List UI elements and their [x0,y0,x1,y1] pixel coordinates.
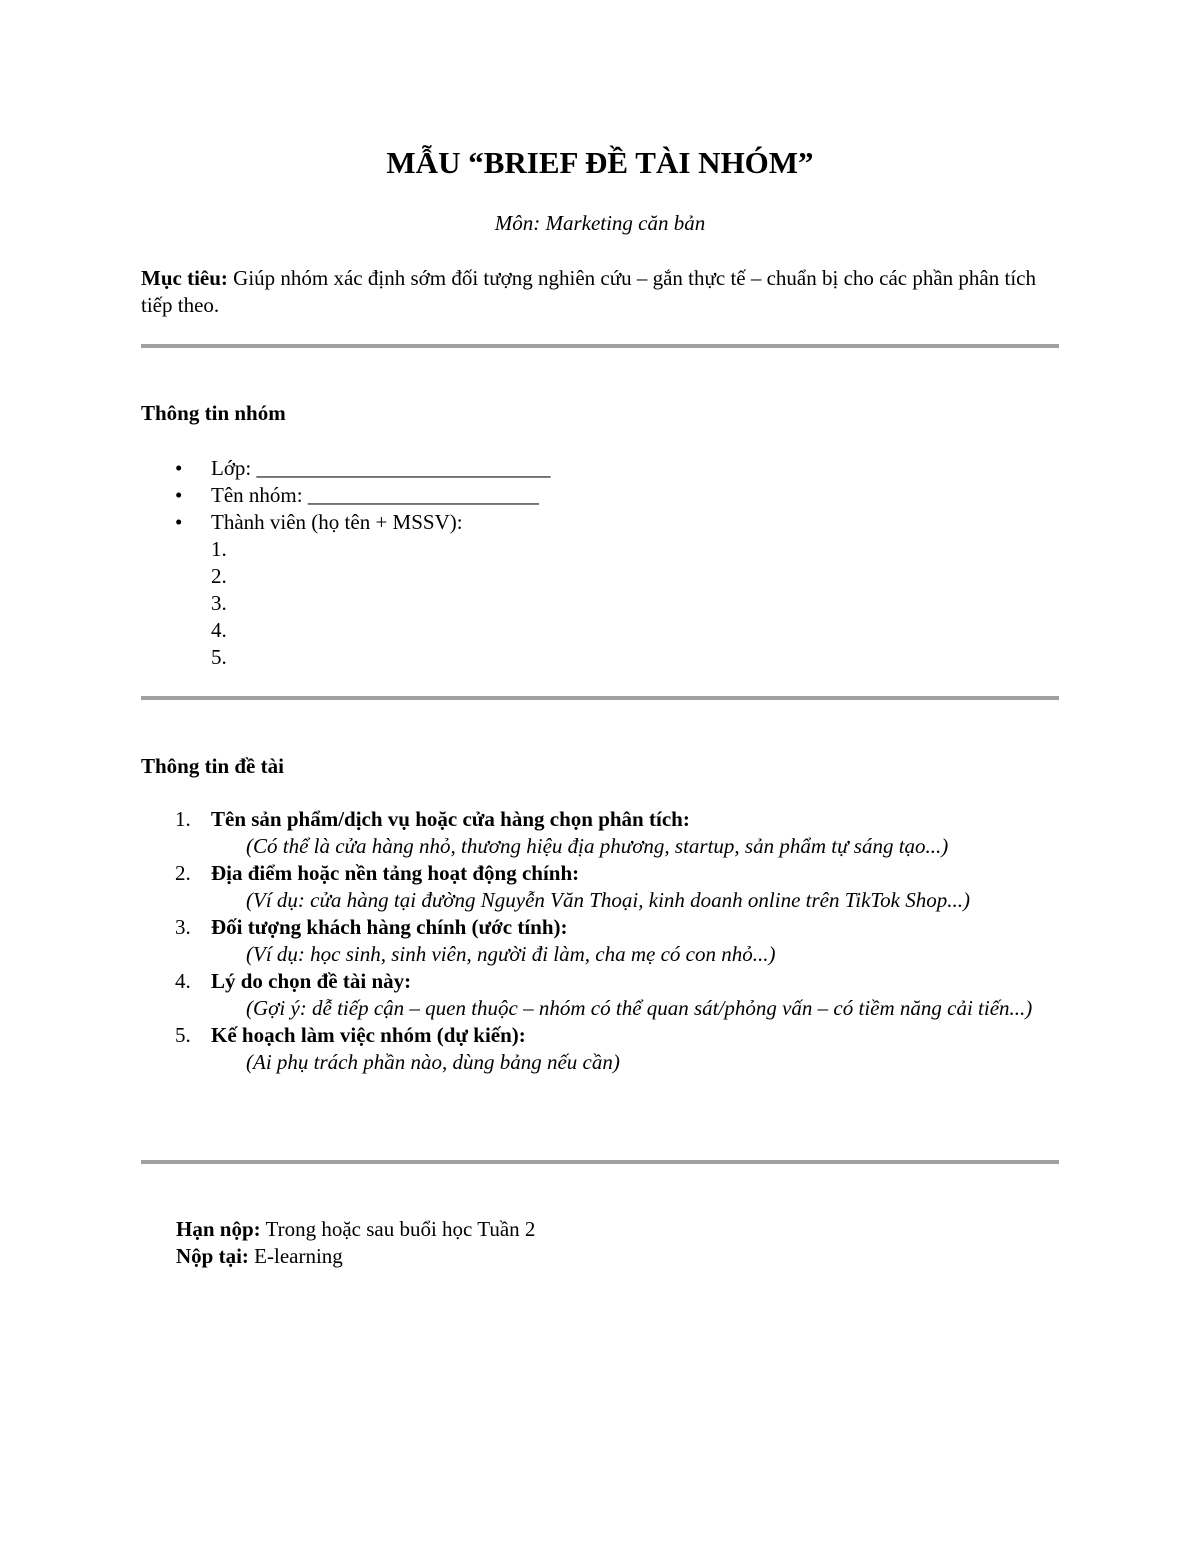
members-field [141,509,551,671]
topic-item-hint: (Có thể là cửa hàng nhỏ, thương hiệu địa phương, startup, sản phẩm tự sáng tạo...) [246,834,949,858]
divider-1 [141,344,1059,348]
submission-info [176,1216,535,1270]
member-item: 4. [211,618,227,642]
deadline-value: Trong hoặc sau buổi học Tuần 2 [260,1217,536,1241]
member-item: 2. [211,564,227,588]
objective-text: Giúp nhóm xác định sớm đối tượng nghiên cứu – gắn thực tế – chuẩn bị cho các phần phân tích tiếp theo. [141,266,1036,317]
deadline-line [176,1216,535,1243]
topic-item-number: 1. [175,807,191,831]
group-name-field: • Tên nhóm: ______________________ [141,482,551,509]
topic-item-label: Tên sản phẩm/dịch vụ hoặc cửa hàng chọn phân tích: [211,807,690,831]
topic-item-hint: (Ai phụ trách phần nào, dùng bảng nếu cần) [246,1050,620,1074]
topic-item [141,860,1059,914]
topic-item [141,1022,1059,1076]
member-item: 5. [211,645,227,669]
members-label: Thành viên (họ tên + MSSV): [211,510,463,534]
topic-item-number: 4. [175,969,191,993]
topic-item-label: Kế hoạch làm việc nhóm (dự kiến): [211,1023,526,1047]
topic-item [141,914,1059,968]
group-info-heading: Thông tin nhóm [141,401,286,425]
topic-item-number: 3. [175,915,191,939]
document-page [141,0,1059,1553]
group-info-list [141,455,551,671]
topic-item-hint: (Ví dụ: cửa hàng tại đường Nguyễn Văn Thoại, kinh doanh online trên TikTok Shop...) [246,888,970,912]
member-item: 3. [211,591,227,615]
topic-item-label: Đối tượng khách hàng chính (ước tính): [211,915,568,939]
topic-item-hint: (Ví dụ: học sinh, sinh viên, người đi làm, cha mẹ có con nhỏ...) [246,942,776,966]
topic-item-number: 5. [175,1023,191,1047]
class-field: • Lớp: ____________________________ [141,455,551,482]
topic-item-hint: (Gợi ý: dễ tiếp cận – quen thuộc – nhóm có thể quan sát/phỏng vấn – có tiềm năng cải tiến...) [246,996,1033,1020]
submit-value: E-learning [248,1244,343,1268]
deadline-label: Hạn nộp: [176,1217,261,1241]
topic-item-label: Lý do chọn đề tài này: [211,969,412,993]
members-list [211,536,551,671]
submit-location-line [176,1243,535,1270]
document-title: MẪU “BRIEF ĐỀ TÀI NHÓM” [386,145,814,180]
topic-item [141,806,1059,860]
objective-paragraph [141,265,1059,319]
topic-info-list [141,806,1059,1076]
member-item: 1. [211,537,227,561]
topic-item-label: Địa điểm hoặc nền tảng hoạt động chính: [211,861,580,885]
topic-item-number: 2. [175,861,191,885]
submit-label: Nộp tại: [176,1244,249,1268]
topic-item [141,968,1059,1022]
divider-2 [141,696,1059,700]
divider-3 [141,1160,1059,1164]
document-subtitle: Môn: Marketing căn bản [494,211,706,235]
objective-label: Mục tiêu: [141,266,228,290]
topic-info-heading: Thông tin đề tài [141,754,284,778]
